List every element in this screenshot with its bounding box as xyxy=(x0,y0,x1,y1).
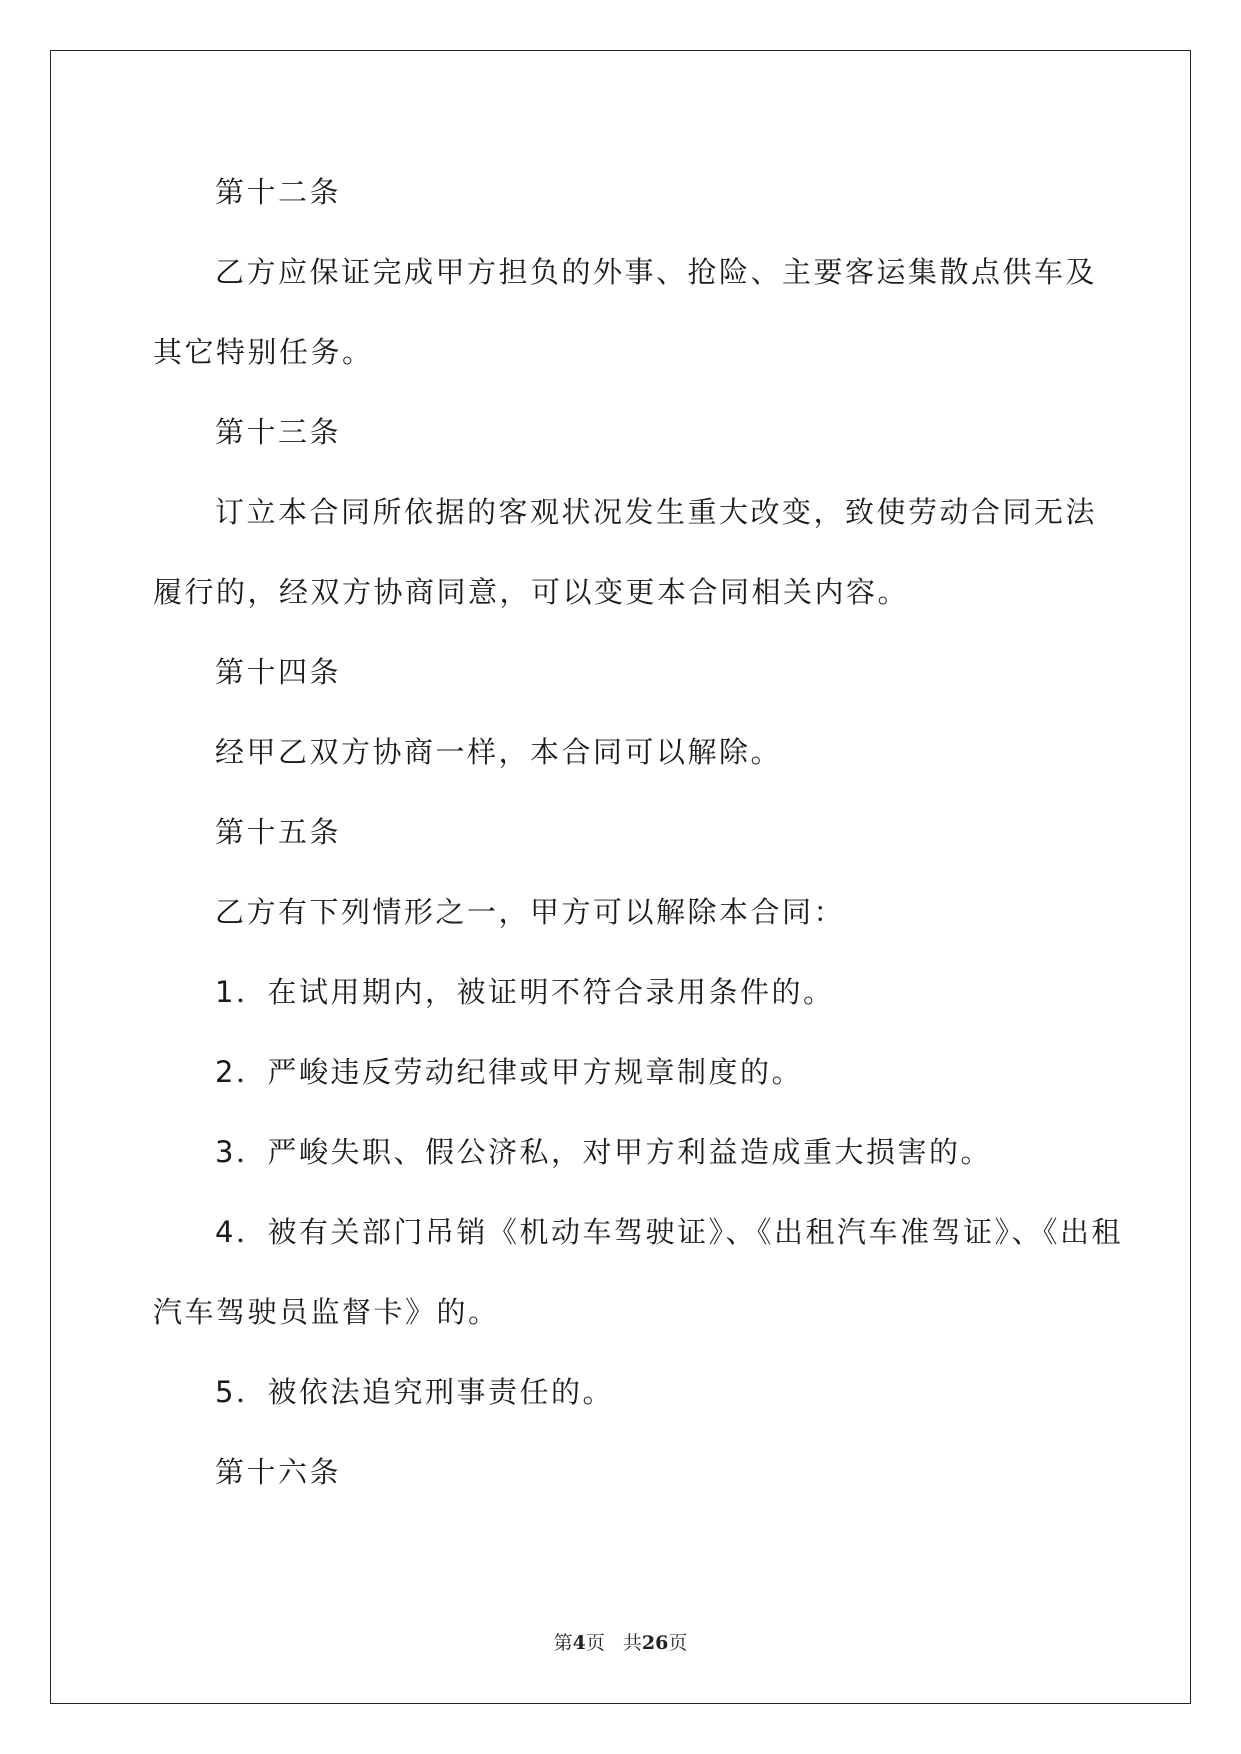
page-footer xyxy=(0,1628,1241,1655)
paragraph-line: 经甲乙双方协商一样，本合同可以解除。 xyxy=(215,735,783,769)
list-item: 2．严峻违反劳动纪律或甲方规章制度的。 xyxy=(215,1055,803,1089)
total-prefix: 共 xyxy=(622,1632,642,1654)
list-item: 3．严峻失职、假公济私，对甲方利益造成重大损害的。 xyxy=(215,1135,992,1169)
article-heading-12: 第十二条 xyxy=(215,175,342,209)
article-heading-13: 第十三条 xyxy=(215,415,342,449)
paragraph-line: 履行的，经双方协商同意，可以变更本合同相关内容。 xyxy=(153,575,910,609)
page-prefix: 第 xyxy=(553,1632,573,1654)
paragraph-line: 乙方应保证完成甲方担负的外事、抢险、主要客运集散点供车及 xyxy=(215,255,1098,289)
list-item: 4．被有关部门吊销《机动车驾驶证》、《出租汽车准驾证》、《出租 xyxy=(215,1215,1123,1249)
total-suffix: 页 xyxy=(668,1632,688,1654)
paragraph-line: 乙方有下列情形之一，甲方可以解除本合同： xyxy=(215,895,846,929)
article-heading-15: 第十五条 xyxy=(215,815,342,849)
list-item: 5．被依法追究刑事责任的。 xyxy=(215,1375,614,1409)
list-item: 1．在试用期内，被证明不符合录用条件的。 xyxy=(215,975,835,1009)
paragraph-line: 订立本合同所依据的客观状况发生重大改变，致使劳动合同无法 xyxy=(215,495,1098,529)
article-heading-14: 第十四条 xyxy=(215,655,342,689)
article-heading-16: 第十六条 xyxy=(215,1455,342,1489)
page-suffix: 页 xyxy=(585,1632,605,1654)
page-number: 4 xyxy=(572,1632,586,1654)
list-item-continuation: 汽车驾驶员监督卡》的。 xyxy=(153,1295,500,1329)
paragraph-line: 其它特别任务。 xyxy=(153,335,374,369)
total-pages: 26 xyxy=(641,1632,669,1654)
